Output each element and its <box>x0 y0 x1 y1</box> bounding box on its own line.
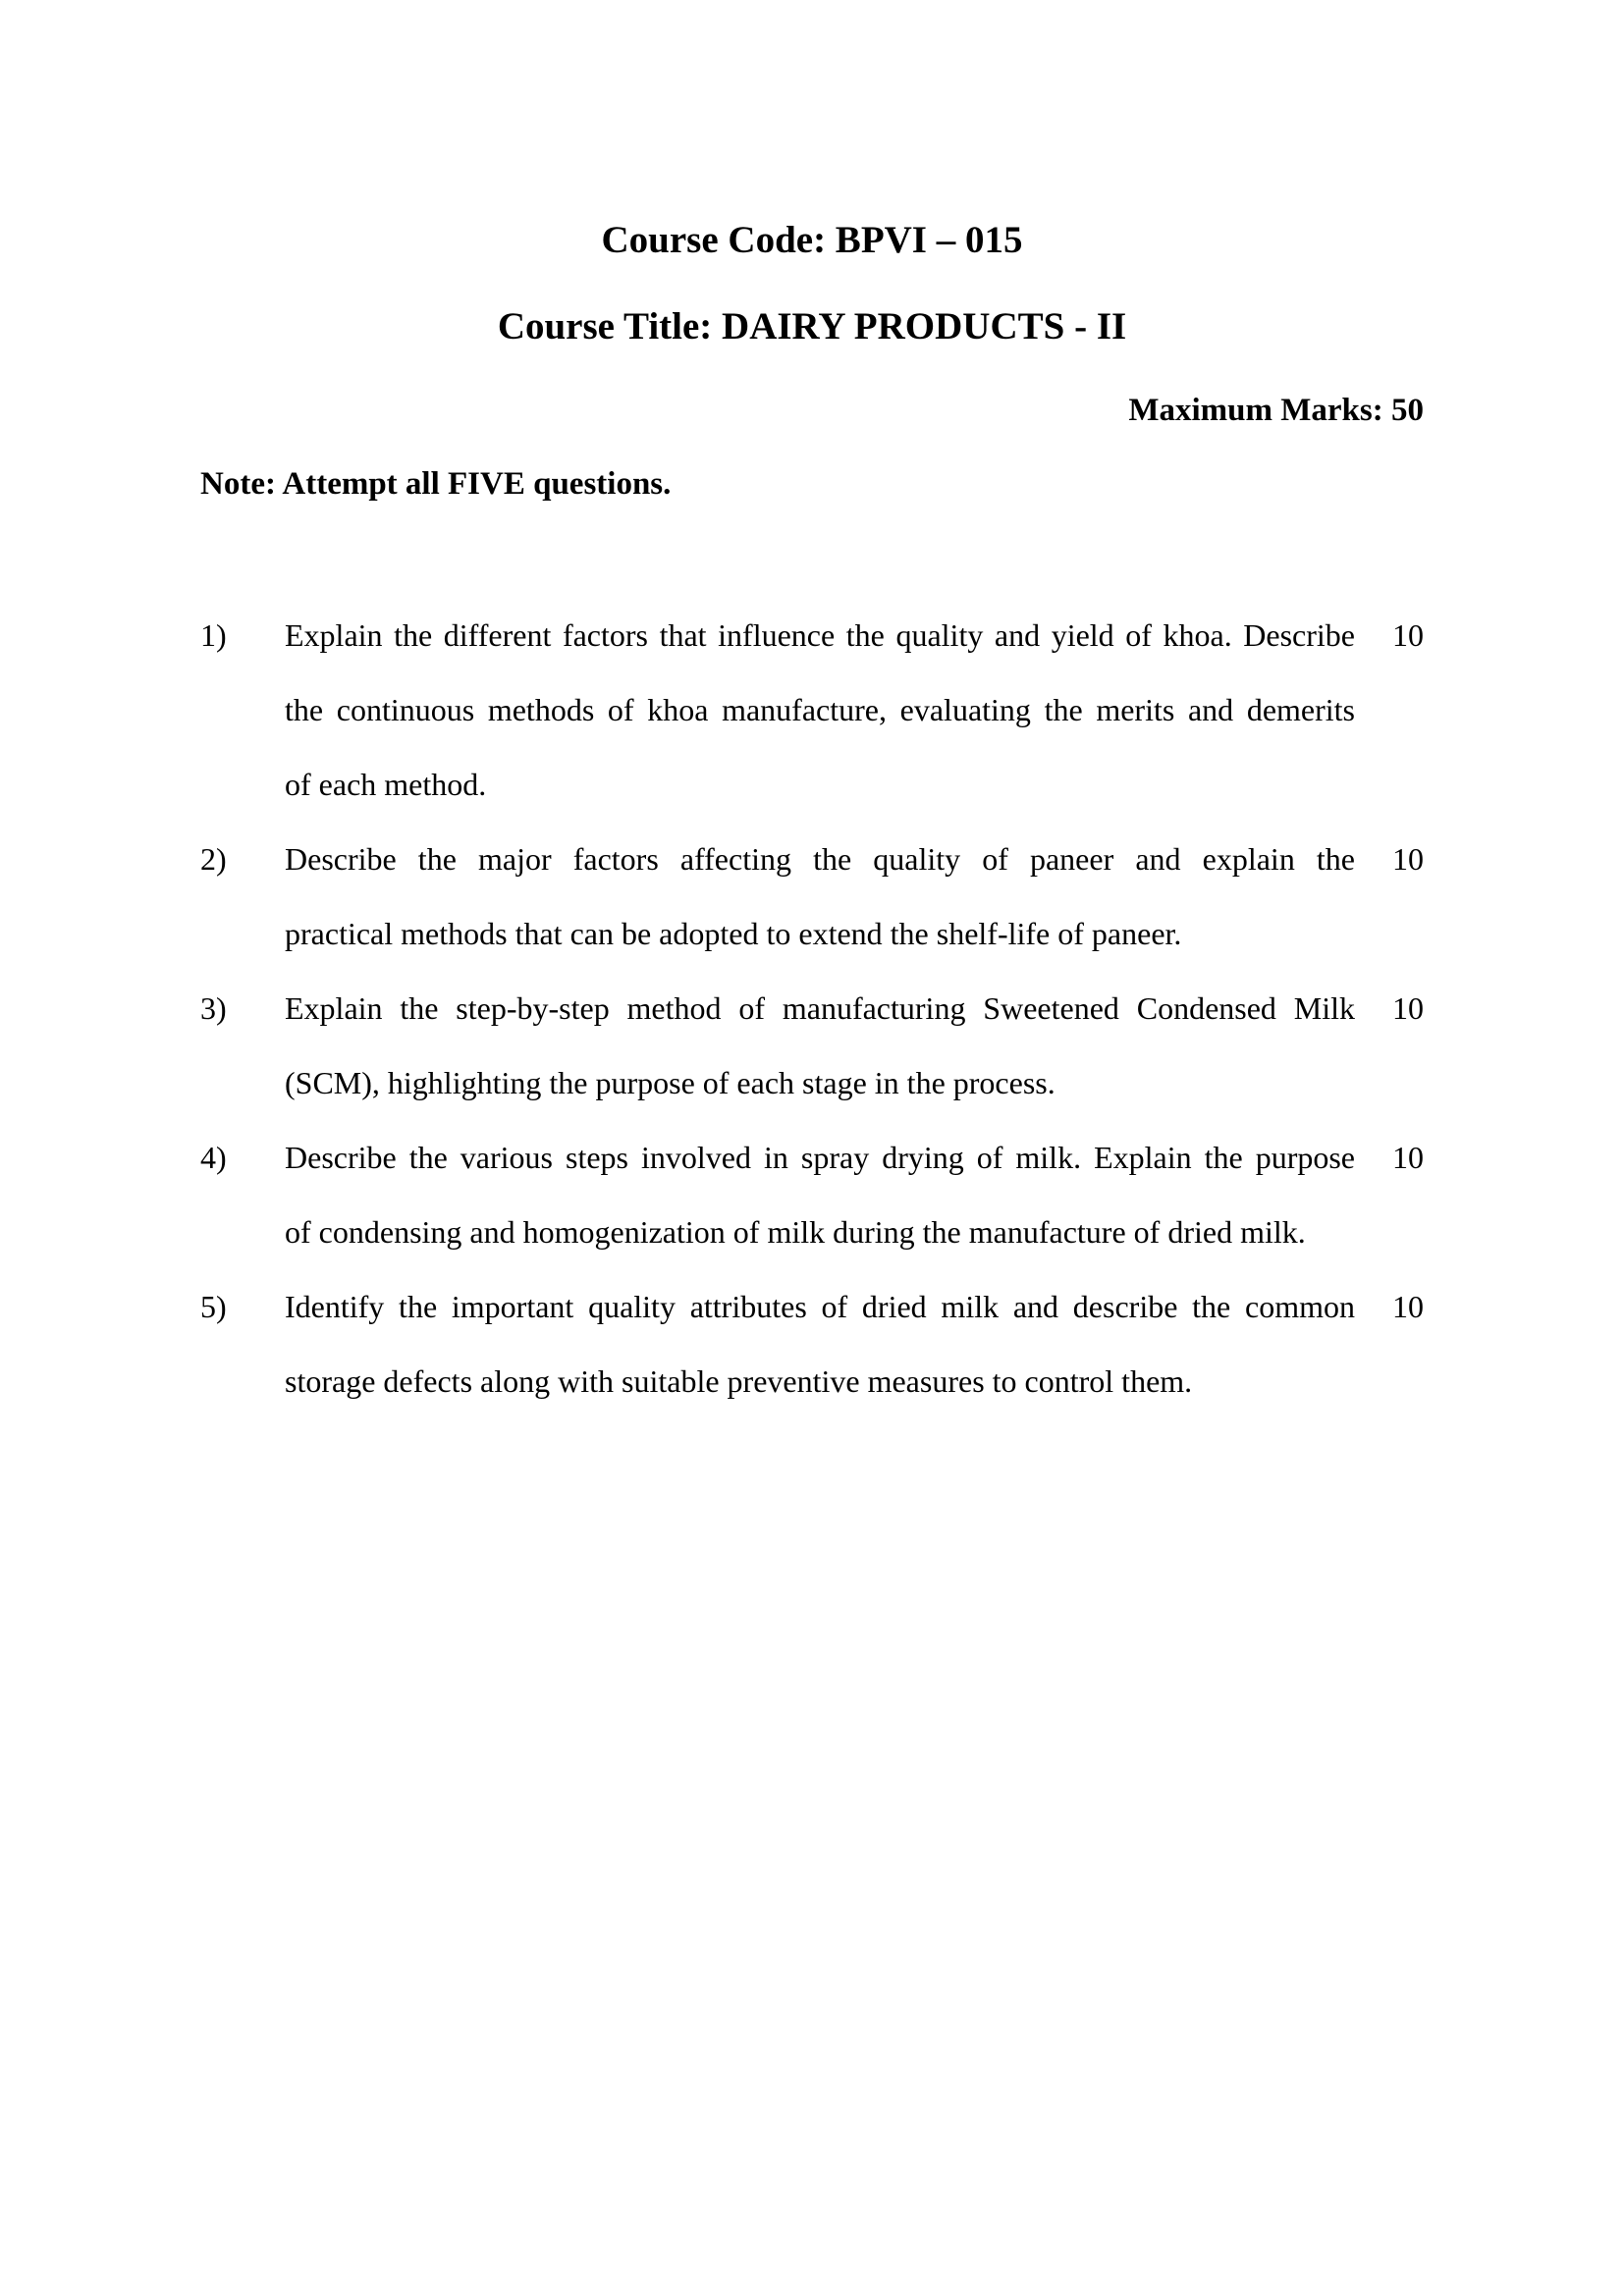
question-text <box>285 1120 1355 1269</box>
question-number: 1) <box>200 617 227 653</box>
question-text-line: Describe the various steps involved in spray drying of milk. Explain the purpose <box>285 1140 1355 1175</box>
exam-note: Note: Attempt all FIVE questions. <box>200 466 672 502</box>
question-number: 3) <box>200 990 227 1026</box>
question-text-line: Describe the major factors affecting the quality of paneer and explain the <box>285 841 1355 877</box>
question-text-line: Explain the step-by-step method of manufacturing Sweetened Condensed Milk <box>285 990 1355 1026</box>
question-marks: 10 <box>1392 617 1424 653</box>
question-row <box>200 822 1424 971</box>
question-marks: 10 <box>1392 1140 1424 1175</box>
question-row <box>200 971 1424 1120</box>
question-list <box>200 598 1424 1418</box>
course-title: Course Title: DAIRY PRODUCTS - II <box>497 305 1127 347</box>
question-text-line: (SCM), highlighting the purpose of each stage in the process. <box>285 1065 1056 1100</box>
question-number: 4) <box>200 1140 227 1175</box>
question-text-line: Explain the different factors that influence the quality and yield of khoa. Describe <box>285 617 1355 653</box>
question-number: 2) <box>200 841 227 877</box>
question-text-line: of condensing and homogenization of milk during the manufacture of dried milk. <box>285 1214 1306 1250</box>
question-marks: 10 <box>1392 1289 1424 1324</box>
question-marks: 10 <box>1392 841 1424 877</box>
question-number: 5) <box>200 1289 227 1324</box>
course-code-title: Course Code: BPVI – 015 <box>601 219 1023 261</box>
maximum-marks: Maximum Marks: 50 <box>1128 393 1424 428</box>
question-text <box>285 598 1355 822</box>
question-text-line: practical methods that can be adopted to extend the shelf-life of paneer. <box>285 916 1182 951</box>
question-text-line: Identify the important quality attributes of dried milk and describe the common <box>285 1289 1355 1324</box>
question-text-line: storage defects along with suitable preventive measures to control them. <box>285 1363 1193 1399</box>
question-row <box>200 1269 1424 1418</box>
question-text <box>285 822 1355 971</box>
question-text <box>285 1269 1355 1418</box>
question-row <box>200 1120 1424 1269</box>
question-text-line: the continuous methods of khoa manufacture, evaluating the merits and demerits <box>285 692 1355 727</box>
question-marks: 10 <box>1392 990 1424 1026</box>
question-row <box>200 598 1424 822</box>
question-text-line: of each method. <box>285 767 487 802</box>
question-text <box>285 971 1355 1120</box>
